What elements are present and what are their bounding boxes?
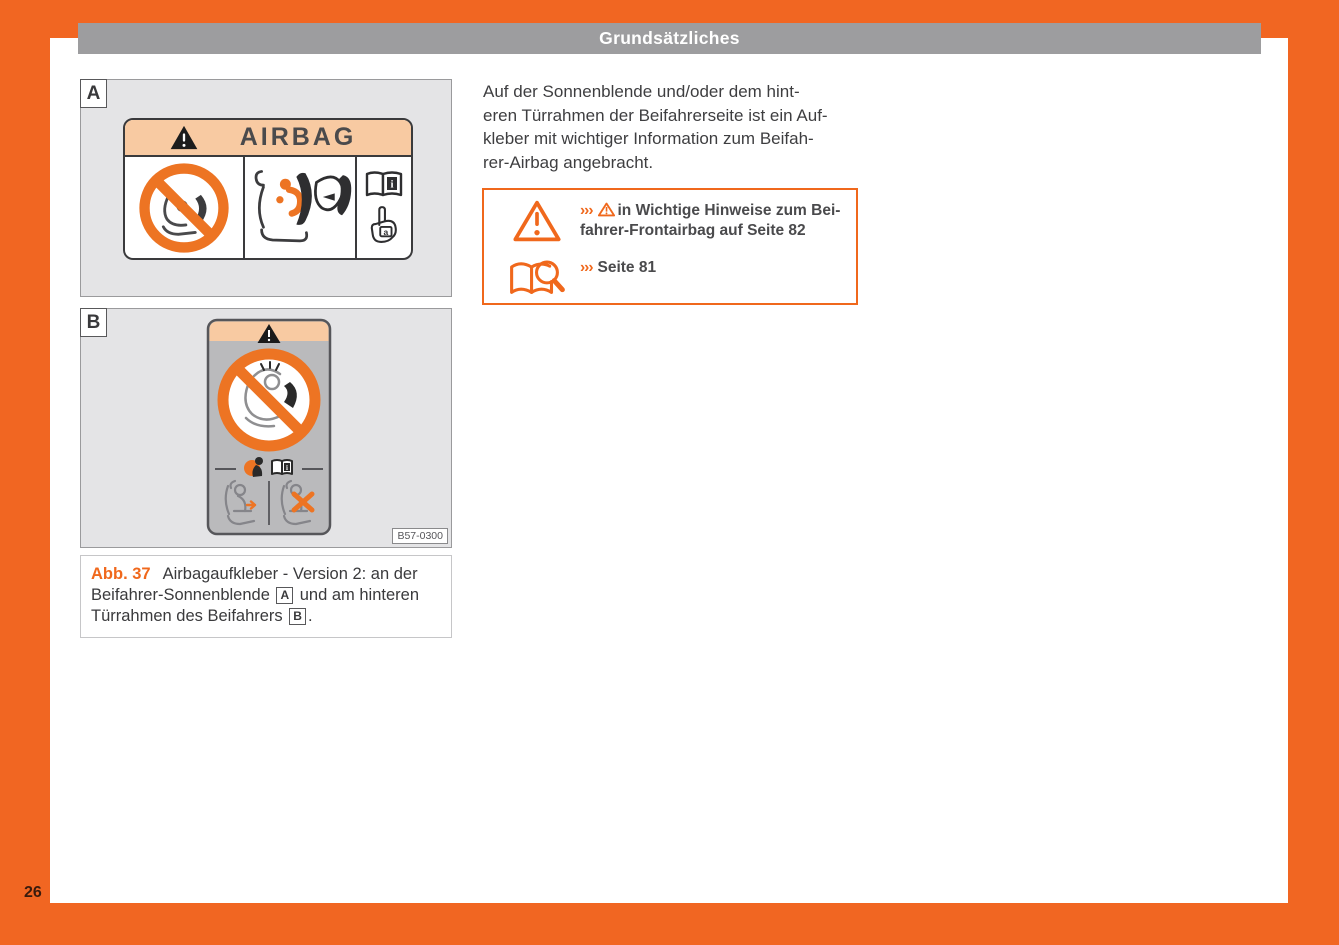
intro-paragraph bbox=[483, 80, 873, 174]
reference-page-text bbox=[580, 256, 656, 278]
no-rearward-child-seat-prohibition-graphic bbox=[125, 157, 245, 258]
warning-triangle-icon bbox=[512, 199, 562, 243]
airbag-title: AIRBAG bbox=[239, 123, 357, 151]
paragraph-line-1: Auf der Sonnenblende und/oder dem hint- bbox=[483, 82, 800, 101]
caption-boxed-b: B bbox=[289, 608, 306, 625]
inline-warning-triangle-icon bbox=[598, 202, 615, 217]
airbag-label-body bbox=[125, 157, 411, 258]
figure-image-code: B57-0300 bbox=[392, 528, 448, 544]
seat-airbag-impact-graphic bbox=[247, 162, 353, 254]
caption-text-line2-post: und am hinteren bbox=[299, 585, 419, 604]
svg-text:i: i bbox=[286, 463, 288, 472]
figure-caption-ref: Abb. 37 bbox=[91, 565, 151, 583]
reference-warning-text bbox=[580, 199, 840, 241]
reference-warning-line1: in Wichtige Hinweise zum Bei- bbox=[617, 202, 841, 219]
reference-warning-icon-col bbox=[494, 199, 580, 243]
svg-text:a: a bbox=[383, 226, 389, 237]
prohibition-sign bbox=[135, 161, 233, 255]
caption-text-line3-post: . bbox=[307, 606, 313, 625]
airbag-label-horizontal bbox=[123, 118, 413, 260]
airbag-label-header bbox=[125, 120, 411, 157]
airbag-deployment-graphic bbox=[245, 157, 357, 258]
figure-caption bbox=[80, 555, 452, 638]
paragraph-line-3: kleber mit wichtiger Information zum Beifah- bbox=[483, 129, 814, 148]
figure-abb-37 bbox=[80, 79, 452, 638]
caption-text-line1: Airbagaufkleber - Version 2: an der bbox=[162, 565, 418, 583]
paragraph-line-2: eren Türrahmen der Beifahrerseite ist ein Auf- bbox=[483, 105, 828, 125]
page-header bbox=[78, 23, 1261, 54]
book-magnifier-icon bbox=[508, 256, 566, 298]
book-info-icon bbox=[364, 169, 404, 199]
svg-text:i: i bbox=[390, 178, 394, 191]
airbag-label-vertical-graphic bbox=[206, 318, 332, 536]
figure-marker-b: B bbox=[80, 308, 107, 337]
warning-triangle-black-icon bbox=[169, 124, 199, 151]
caption-boxed-a: A bbox=[276, 587, 293, 604]
hand-card-icon bbox=[368, 204, 400, 246]
airbag-label-vertical bbox=[206, 318, 332, 541]
figure-panel-a bbox=[80, 79, 452, 297]
manual-reference-icons bbox=[357, 157, 411, 258]
figure-panel-b bbox=[80, 308, 452, 548]
cross-reference-box bbox=[482, 188, 858, 305]
caption-text-line2-pre: Beifahrer-Sonnenblende bbox=[91, 585, 270, 604]
caption-text-line3-pre: Türrahmen des Beifahrers bbox=[91, 606, 283, 625]
figure-marker-a: A bbox=[80, 79, 107, 108]
reference-warning-row bbox=[494, 199, 846, 243]
reference-book-icon-col bbox=[494, 256, 580, 298]
reference-warning-line2: fahrer-Frontairbag auf Seite 82 bbox=[580, 222, 806, 239]
page-number: 26 bbox=[24, 884, 42, 901]
reference-page-label: Seite 81 bbox=[597, 259, 657, 276]
paragraph-line-4: rer-Airbag angebracht. bbox=[483, 152, 654, 172]
reference-chevrons-2: ››› bbox=[580, 259, 593, 276]
reference-page-row bbox=[494, 256, 846, 298]
page-header-title: Grundsätzliches bbox=[599, 28, 740, 48]
reference-chevrons-1: ››› bbox=[580, 202, 593, 219]
